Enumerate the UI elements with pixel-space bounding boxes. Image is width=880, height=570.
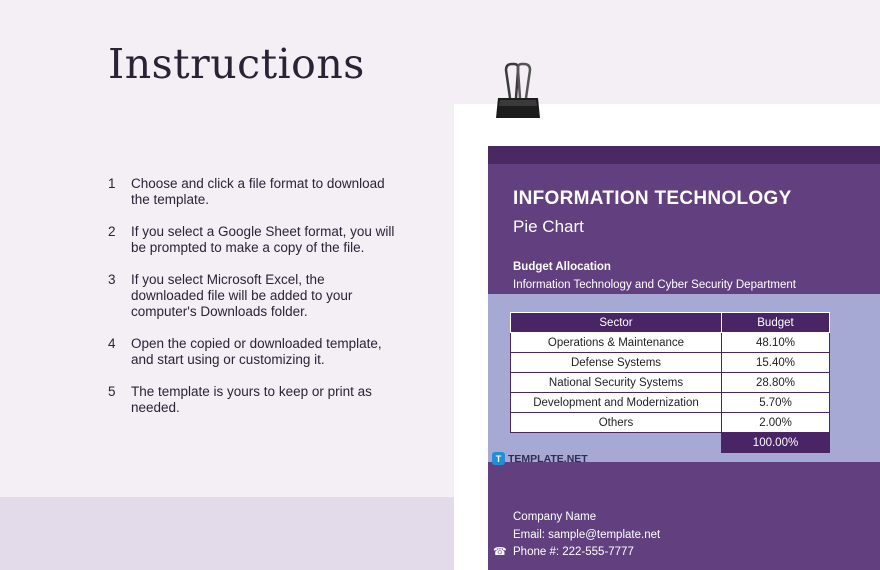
step-number: 2 [108,224,116,239]
company-name: Company Name [513,511,597,523]
template-brand [492,452,588,465]
contact-phone: Phone #: 222-555-7777 [513,546,634,558]
table-header-row [511,313,830,333]
budget-table [510,312,830,453]
department-name: Information Technology and Cyber Security Department [513,279,796,291]
binder-clip-icon [494,62,542,124]
budget-cell: 48.10% [722,333,830,353]
instruction-step [108,224,398,256]
sector-cell: Others [511,413,722,433]
sector-cell: Defense Systems [511,353,722,373]
sector-cell: Operations & Maintenance [511,333,722,353]
table-row [511,373,830,393]
instruction-step [108,176,398,208]
budget-cell: 15.40% [722,353,830,373]
instruction-step [108,384,398,416]
table-row [511,413,830,433]
preview-subheading: Pie Chart [513,217,584,236]
instruction-step [108,272,398,320]
step-text: If you select Microsoft Excel, the downloaded file will be added to your computer's Downloads folder. [131,272,353,319]
step-number: 1 [108,176,116,191]
total-spacer [511,433,722,453]
budget-cell: 5.70% [722,393,830,413]
instruction-list [108,176,398,432]
sector-cell: Development and Modernization [511,393,722,413]
sector-cell: National Security Systems [511,373,722,393]
step-text: Open the copied or downloaded template, and start using or customizing it. [131,336,382,367]
table-row [511,333,830,353]
total-cell: 100.00% [722,433,830,453]
contact-email: Email: sample@template.net [513,529,661,541]
budget-cell: 2.00% [722,413,830,433]
step-number: 5 [108,384,116,399]
step-text: If you select a Google Sheet format, you will be prompted to make a copy of the file. [131,224,395,255]
step-number: 4 [108,336,116,351]
template-logo-icon: T [492,452,505,465]
budget-cell: 28.80% [722,373,830,393]
budget-label: Budget Allocation [513,261,611,273]
page-title: Instructions [108,40,365,88]
preview-top-bar [488,146,880,164]
table-row [511,353,830,373]
phone-icon: ☎ [493,546,507,558]
preview-heading: INFORMATION TECHNOLOGY [513,188,792,209]
step-text: The template is yours to keep or print as needed. [131,384,372,415]
step-text: Choose and click a file format to download the template. [131,176,385,207]
brand-name: TEMPLATE.NET [508,452,588,465]
step-number: 3 [108,272,116,287]
table-total-row [511,433,830,453]
instruction-step [108,336,398,368]
header-budget: Budget [722,313,830,333]
header-sector: Sector [511,313,722,333]
table-row [511,393,830,413]
template-preview [488,146,880,570]
